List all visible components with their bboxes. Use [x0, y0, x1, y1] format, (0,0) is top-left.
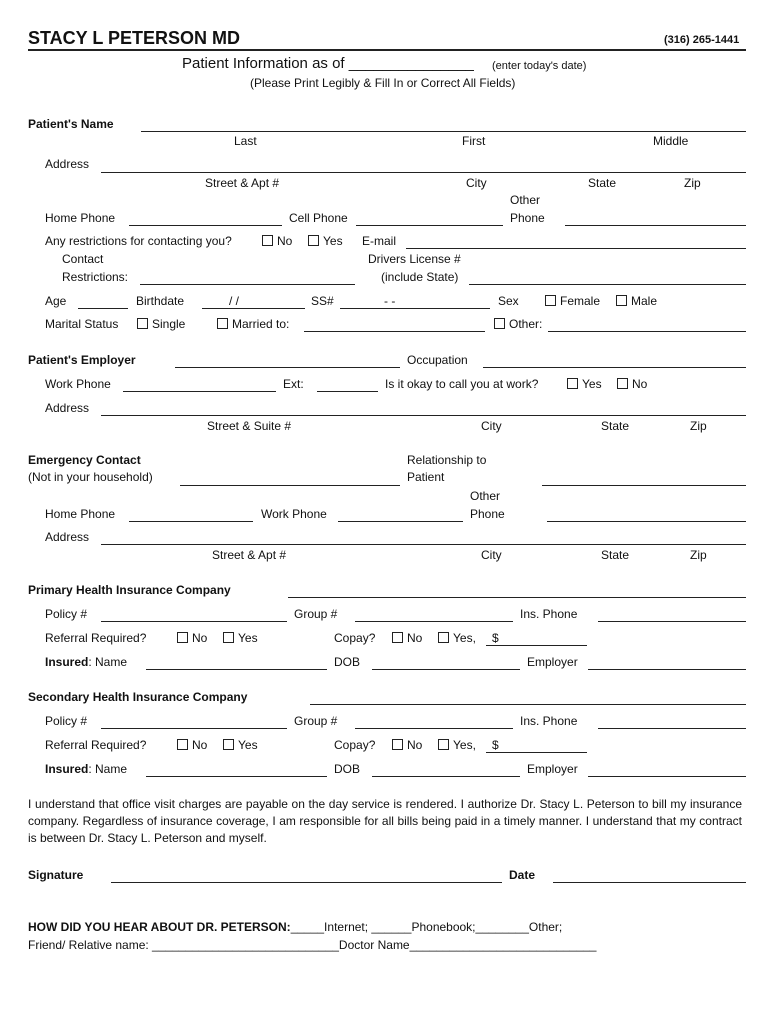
primary-dob-label: DOB [334, 655, 361, 669]
secondary-copay-label: Copay? [334, 738, 376, 752]
secondary-employer-label: Employer [527, 762, 578, 776]
secondary-insurance-field[interactable] [310, 704, 746, 705]
referral-options[interactable]: _____Internet; ______Phonebook;________Other; [290, 920, 563, 934]
secondary-copay-amount-field[interactable] [486, 752, 587, 753]
secondary-copay-yes[interactable] [438, 738, 476, 752]
no-label: No [407, 738, 423, 752]
secondary-referral-no[interactable] [177, 738, 207, 752]
primary-employer-label: Employer [527, 655, 578, 669]
state-caption: State [588, 176, 617, 190]
last-caption: Last [234, 134, 257, 148]
checkbox-icon[interactable] [223, 739, 234, 750]
secondary-dollar-sign: $ [492, 738, 499, 752]
ss-field[interactable] [340, 308, 490, 309]
referral-question: HOW DID YOU HEAR ABOUT DR. PETERSON: [28, 920, 291, 934]
secondary-ins-phone-field[interactable] [598, 728, 746, 729]
friend-doctor-line[interactable]: Friend/ Relative name: ____________________________Doctor Name____________________________ [28, 938, 597, 952]
yes-label: Yes [323, 234, 343, 248]
secondary-insurance-label: Secondary Health Insurance Company [28, 690, 248, 704]
checkbox-icon[interactable] [308, 235, 319, 246]
primary-referral-label: Referral Required? [45, 631, 147, 645]
insured-rest: : Name [88, 655, 128, 669]
restrictions-label: Restrictions: [62, 270, 129, 284]
primary-group-label: Group # [294, 607, 338, 621]
contact-label: Contact [62, 252, 104, 266]
signature-label: Signature [28, 868, 84, 882]
emergency-address-field[interactable] [101, 544, 746, 545]
emergency-zip-caption: Zip [690, 548, 707, 562]
marital-married[interactable] [217, 317, 289, 331]
referral-source-line [28, 920, 562, 934]
info-hint: (enter today's date) [492, 60, 587, 72]
checkbox-icon[interactable] [217, 318, 228, 329]
secondary-referral-label: Referral Required? [45, 738, 147, 752]
checkbox-icon[interactable] [438, 739, 449, 750]
marital-single[interactable] [137, 317, 185, 331]
city-caption: City [466, 176, 487, 190]
checkbox-icon[interactable] [567, 378, 578, 389]
emergency-state-caption: State [601, 548, 630, 562]
signature-date-label: Date [509, 868, 536, 882]
primary-insurance-field[interactable] [288, 597, 746, 598]
patient-label: Patient [407, 470, 445, 484]
secondary-insured-label [45, 762, 127, 776]
drivers-license-label: Drivers License # [368, 252, 461, 266]
no-label: No [632, 377, 648, 391]
header-rule [28, 49, 746, 51]
primary-policy-field[interactable] [101, 621, 287, 622]
married-to-field[interactable] [304, 331, 485, 332]
emergency-home-phone-field[interactable] [129, 521, 253, 522]
patient-name-field[interactable] [141, 131, 746, 132]
no-label: No [192, 738, 208, 752]
email-field[interactable] [406, 248, 746, 249]
married-label: Married to: [232, 317, 290, 331]
signature-date-field[interactable] [553, 882, 746, 883]
employer-state-caption: State [601, 419, 630, 433]
signature-field[interactable] [111, 882, 502, 883]
female-label: Female [560, 294, 601, 308]
secondary-policy-label: Policy # [45, 714, 88, 728]
ss-label: SS# [311, 294, 334, 308]
other-colon-label: Other: [509, 317, 543, 331]
male-label: Male [631, 294, 658, 308]
first-caption: First [462, 134, 486, 148]
relationship-field[interactable] [542, 485, 746, 486]
employer-address-field[interactable] [101, 415, 746, 416]
work-phone-label: Work Phone [45, 377, 111, 391]
secondary-referral-yes[interactable] [223, 738, 258, 752]
call-yes[interactable] [567, 377, 602, 391]
marital-other[interactable] [494, 317, 542, 331]
secondary-group-label: Group # [294, 714, 338, 728]
other-phone-field[interactable] [565, 225, 746, 226]
date-blank[interactable]: _______________ [348, 55, 474, 72]
checkbox-icon[interactable] [616, 295, 627, 306]
employer-label: Patient's Employer [28, 353, 136, 367]
checkbox-icon[interactable] [262, 235, 273, 246]
emergency-label: Emergency Contact [28, 453, 141, 467]
primary-referral-no[interactable] [177, 631, 207, 645]
yes-label: Yes [238, 738, 258, 752]
cell-phone-label: Cell Phone [289, 211, 348, 225]
birthdate-label: Birthdate [136, 294, 185, 308]
emergency-work-phone-label: Work Phone [261, 507, 327, 521]
street-suite-caption: Street & Suite # [207, 419, 292, 433]
emergency-other-phone-field[interactable] [547, 521, 746, 522]
insured-rest: : Name [88, 762, 128, 776]
single-label: Single [152, 317, 186, 331]
emergency-phone-label: Phone [470, 507, 505, 521]
no-label: No [407, 631, 423, 645]
secondary-copay-no[interactable] [392, 738, 422, 752]
checkbox-icon[interactable] [617, 378, 628, 389]
primary-ins-phone-label: Ins. Phone [520, 607, 578, 621]
occupation-field[interactable] [483, 367, 746, 368]
secondary-policy-field[interactable] [101, 728, 287, 729]
employer-field[interactable] [175, 367, 400, 368]
street-caption: Street & Apt # [205, 176, 280, 190]
checkbox-icon[interactable] [137, 318, 148, 329]
age-field[interactable] [78, 308, 128, 309]
marital-other-field[interactable] [548, 331, 746, 332]
checkbox-icon[interactable] [392, 632, 403, 643]
birthdate-field[interactable] [202, 308, 305, 309]
yes-comma-label: Yes, [453, 738, 476, 752]
primary-copay-label: Copay? [334, 631, 376, 645]
primary-copay-no[interactable] [392, 631, 422, 645]
ss-dashes: - - [384, 294, 396, 308]
address-field[interactable] [101, 172, 746, 173]
primary-referral-yes[interactable] [223, 631, 258, 645]
instructions: (Please Print Legibly & Fill In or Correct All Fields) [250, 76, 516, 90]
primary-dob-field[interactable] [372, 669, 520, 670]
home-phone-label: Home Phone [45, 211, 116, 225]
restrictions-yes[interactable] [308, 234, 343, 248]
yes-comma-label: Yes, [453, 631, 476, 645]
secondary-insured-name-field[interactable] [146, 776, 327, 777]
primary-ins-phone-field[interactable] [598, 621, 746, 622]
yes-label: Yes [582, 377, 602, 391]
employer-zip-caption: Zip [690, 419, 707, 433]
work-phone-field[interactable] [123, 391, 276, 392]
primary-dollar-sign: $ [492, 631, 499, 645]
call-at-work-question: Is it okay to call you at work? [385, 377, 539, 391]
marital-label: Marital Status [45, 317, 119, 331]
relationship-label: Relationship to [407, 453, 487, 467]
restrictions-question: Any restrictions for contacting you? [45, 234, 232, 248]
employer-address-label: Address [45, 401, 90, 415]
ext-field[interactable] [317, 391, 378, 392]
birthdate-slashes: / / [229, 294, 240, 308]
emergency-home-phone-label: Home Phone [45, 507, 116, 521]
primary-policy-label: Policy # [45, 607, 88, 621]
practice-name: STACY L PETERSON MD [28, 28, 241, 48]
no-label: No [277, 234, 293, 248]
agreement-text: I understand that office visit charges are payable on the day service is rendered. I authorize Dr. Stacy L. Peterson to bill my insurance company. Regardless of insurance coverage, I am responsible for all bills being paid in a timely manner. I understand that my contract is between Dr. Stacy L. Peterson and myself. [28, 797, 742, 845]
restrictions-no[interactable] [262, 234, 292, 248]
primary-insured-label [45, 655, 127, 669]
primary-insured-name-field[interactable] [146, 669, 327, 670]
employer-city-caption: City [481, 419, 502, 433]
drivers-license-field[interactable] [469, 284, 746, 285]
primary-insurance-label: Primary Health Insurance Company [28, 583, 231, 597]
yes-label: Yes [238, 631, 258, 645]
checkbox-icon[interactable] [223, 632, 234, 643]
primary-group-field[interactable] [355, 621, 513, 622]
emergency-sub: (Not in your household) [28, 470, 153, 484]
checkbox-icon[interactable] [177, 739, 188, 750]
checkbox-icon[interactable] [177, 632, 188, 643]
sex-male[interactable] [616, 294, 657, 308]
home-phone-field[interactable] [129, 225, 282, 226]
restrictions-field[interactable] [140, 284, 355, 285]
primary-copay-amount-field[interactable] [486, 645, 587, 646]
checkbox-icon[interactable] [494, 318, 505, 329]
checkbox-icon[interactable] [438, 632, 449, 643]
checkbox-icon[interactable] [392, 739, 403, 750]
insured-bold: Insured [45, 655, 89, 669]
emergency-address-label: Address [45, 530, 90, 544]
primary-copay-yes[interactable] [438, 631, 476, 645]
occupation-label: Occupation [407, 353, 468, 367]
ext-label: Ext: [283, 377, 304, 391]
email-label: E-mail [362, 234, 397, 248]
emergency-city-caption: City [481, 548, 502, 562]
info-prefix: Patient Information as of [182, 55, 345, 72]
secondary-group-field[interactable] [355, 728, 513, 729]
secondary-ins-phone-label: Ins. Phone [520, 714, 578, 728]
call-no[interactable] [617, 377, 647, 391]
secondary-dob-field[interactable] [372, 776, 520, 777]
primary-employer-field[interactable] [588, 669, 746, 670]
emergency-work-phone-field[interactable] [338, 521, 463, 522]
include-state-label: (include State) [381, 270, 459, 284]
zip-caption: Zip [684, 176, 701, 190]
cell-phone-field[interactable] [356, 225, 503, 226]
info-title [182, 55, 474, 73]
middle-caption: Middle [653, 134, 689, 148]
other-label: Other [510, 193, 541, 207]
no-label: No [192, 631, 208, 645]
sex-female[interactable] [545, 294, 600, 308]
emergency-other-label: Other [470, 489, 501, 503]
insured-bold: Insured [45, 762, 89, 776]
secondary-employer-field[interactable] [588, 776, 746, 777]
sex-label: Sex [498, 294, 519, 308]
practice-phone: (316) 265-1441 [664, 34, 740, 46]
emergency-name-field[interactable] [180, 485, 400, 486]
checkbox-icon[interactable] [545, 295, 556, 306]
address-label: Address [45, 157, 90, 171]
other-phone-label: Phone [510, 211, 545, 225]
secondary-dob-label: DOB [334, 762, 361, 776]
patient-name-label: Patient's Name [28, 117, 114, 131]
age-label: Age [45, 294, 67, 308]
emergency-street-caption: Street & Apt # [212, 548, 287, 562]
